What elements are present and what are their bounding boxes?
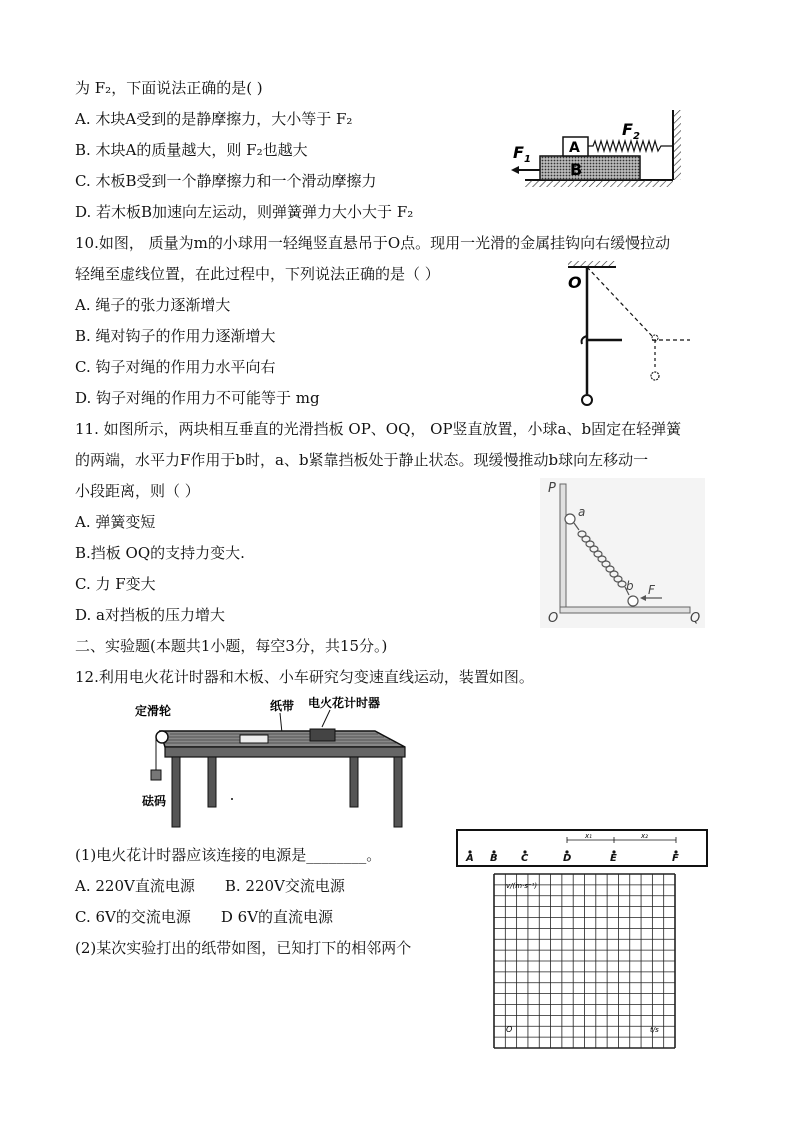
q12-options-row1 <box>75 876 345 896</box>
q12-part2: (2)某次实验打出的纸带如图，已知打下的相邻两个 <box>75 939 412 957</box>
q11-stem-line3: 小段距离，则（ ） <box>75 482 200 500</box>
spring <box>588 141 673 151</box>
q12-option-a: A. 220V直流电源 <box>75 877 195 895</box>
ball-b <box>628 596 638 606</box>
timer-label: 电火花计时器 <box>308 696 381 710</box>
label-o: O <box>548 611 559 626</box>
q9-stem-tail: 为 F₂，下面说法正确的是( ) <box>75 79 263 97</box>
q9-option-c: C. 木板B受到一个静摩擦力和一个滑动摩擦力 <box>75 172 377 190</box>
tape-point-b: B <box>490 853 498 864</box>
tape-segment-x1: x₁ <box>585 832 592 840</box>
q9-figure <box>505 108 690 190</box>
section-2-heading: 二、实验题(本题共1小题，每空3分，共15分。) <box>75 637 388 655</box>
pulley-label: 定滑轮 <box>135 704 172 718</box>
q10-option-a: A. 绳子的张力逐渐增大 <box>75 296 231 314</box>
paper-tape <box>455 828 710 868</box>
vt-graph-grid <box>492 872 677 1050</box>
ball-a <box>565 514 575 524</box>
table-top <box>160 731 405 747</box>
board-b <box>540 156 640 180</box>
ball <box>582 395 592 405</box>
q12-stem: 12.利用电火花计时器和木板、小车研究匀变速直线运动，装置如图。 <box>75 668 534 686</box>
q9-option-d: D. 若木板B加速向左运动，则弹簧弹力大小大于 F₂ <box>75 203 414 221</box>
graph-origin: O <box>506 1025 513 1034</box>
q12-option-d: D 6V的直流电源 <box>220 908 334 926</box>
svg-text:F1 <box>513 143 531 165</box>
q10-stem-line2: 轻绳至虚线位置，在此过程中，下列说法正确的是（ ） <box>75 265 440 283</box>
force2-label: F <box>622 120 633 139</box>
board-b-label: B <box>570 160 583 179</box>
q10-option-d: D. 钩子对绳的作用力不可能等于 mg <box>75 389 320 407</box>
q10-option-b: B. 绳对钩子的作用力逐渐增大 <box>75 327 276 345</box>
q9-option-b: B. 木块A的质量越大，则 F₂也越大 <box>75 141 308 159</box>
label-force: F <box>648 583 655 597</box>
q11-stem-line2: 的两端，水平力F作用于b时，a、b紧靠挡板处于静止状态。现缓慢推动b球向左移动一 <box>75 451 649 469</box>
graph-y-label: v/(m·s⁻¹) <box>506 882 538 890</box>
tape-point-d: D <box>563 853 572 864</box>
q12-option-b: B. 220V交流电源 <box>224 877 345 895</box>
pulley <box>156 731 168 743</box>
q11-figure <box>540 478 705 628</box>
q12-options-row2 <box>75 907 333 927</box>
pivot-label: O <box>568 273 582 292</box>
label-p: P <box>548 481 556 496</box>
label-a: a <box>578 505 586 519</box>
q11-stem-line1: 11. 如图所示，两块相互垂直的光滑挡板 OP、OQ， OP竖直放置，小球a、b固定在轻弹簧 <box>75 420 682 438</box>
cart <box>240 735 268 743</box>
label-q: Q <box>690 611 701 626</box>
q10-stem-line1: 10.如图， 质量为m的小球用一轻绳竖直悬吊于O点。现用一光滑的金属挂钩向右缓慢拉动 <box>75 234 671 252</box>
graph-x-label: t/s <box>650 1026 659 1034</box>
weight <box>151 770 161 780</box>
q12-option-c: C. 6V的交流电源 <box>75 908 191 926</box>
tape-point-f: F <box>672 853 679 864</box>
weight-label: 砝码 <box>142 794 167 808</box>
timer <box>310 729 335 741</box>
label-b: b <box>626 579 634 593</box>
tape-point-c: C <box>521 853 529 864</box>
q10-figure <box>560 258 695 408</box>
block-a-label: A <box>569 140 580 156</box>
tape-point-a: A <box>466 853 474 864</box>
svg-text:F2 <box>622 120 640 142</box>
tape-point-e: E <box>610 853 617 864</box>
tape-segment-x2: x₂ <box>641 832 648 840</box>
force1-sub: 1 <box>523 154 531 165</box>
q11-option-d: D. a对挡板的压力增大 <box>75 606 225 624</box>
force2-sub: 2 <box>632 131 640 142</box>
q12-part1: (1)电火花计时器应该连接的电源是________。 <box>75 846 382 864</box>
q10-option-c: C. 钩子对绳的作用力水平向右 <box>75 358 276 376</box>
q12-apparatus-figure <box>130 695 410 832</box>
force1-label: F <box>513 143 524 162</box>
tape-label: 纸带 <box>270 699 295 713</box>
q11-option-a: A. 弹簧变短 <box>75 513 156 531</box>
q11-option-b: B.挡板 OQ的支持力变大. <box>75 544 245 562</box>
q11-option-c: C. 力 F变大 <box>75 575 156 593</box>
q9-option-a: A. 木块A受到的是静摩擦力，大小等于 F₂ <box>75 110 353 128</box>
